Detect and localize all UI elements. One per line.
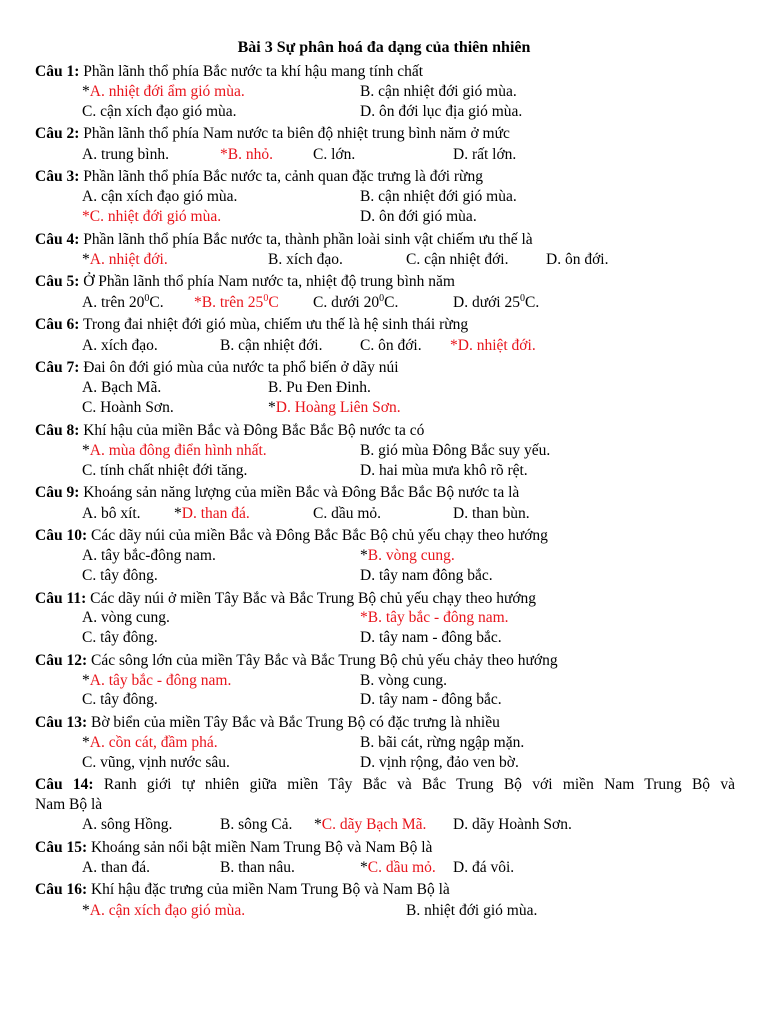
option-1-a: [82, 82, 245, 102]
option-9-d: D. than bùn.: [453, 505, 530, 522]
question-label: Câu 10:: [35, 527, 88, 544]
option-6-a: A. xích đạo.: [82, 337, 158, 354]
option-12-d: D. tây nam - đông bắc.: [360, 691, 502, 708]
option-11-d: D. tây nam - đông bắc.: [360, 629, 502, 646]
question-text: Phần lãnh thổ phía Bắc nước ta khí hậu mang tính chất: [83, 63, 424, 80]
option-7-a: A. Bạch Mã.: [82, 379, 162, 396]
option-3-a: A. cận xích đạo gió mùa.: [82, 188, 238, 205]
option-11-a: A. vòng cung.: [82, 609, 170, 626]
question-label: Câu 9:: [35, 484, 80, 501]
option-15-a: A. than đá.: [82, 859, 151, 876]
option-15-b: B. than nâu.: [220, 859, 295, 876]
correct-answer: A. nhiệt đới.: [89, 251, 168, 268]
question-text: Khoáng sản nổi bật miền Nam Trung Bộ và Nam Bộ là: [90, 839, 433, 856]
answer-mark: *: [82, 442, 90, 459]
question-label: Câu 8:: [35, 422, 80, 439]
option-4-a: [82, 250, 168, 270]
question-text: Phần lãnh thổ phía Nam nước ta biên độ nhiệt trung bình năm ở mức: [83, 125, 510, 142]
correct-answer: B. vòng cung.: [367, 547, 455, 564]
question-text: Khoáng sản năng lượng của miền Bắc và Đông Bắc Bắc Bộ nước ta là: [83, 484, 520, 501]
correct-answer: A. mùa đông điển hình nhất.: [89, 442, 267, 459]
option-9-a: A. bô xít.: [82, 505, 141, 522]
option-10-b: [360, 546, 455, 566]
correct-answer: B. nhỏ.: [227, 146, 273, 163]
question-label: Câu 2:: [35, 125, 80, 142]
question-text: Các sông lớn của miền Tây Bắc và Bắc Trung Bộ chủ yếu chảy theo hướng: [90, 652, 558, 669]
question-15: [35, 838, 432, 858]
option-15-d: D. đá vôi.: [453, 859, 515, 876]
option-10-c: C. tây đông.: [82, 567, 158, 584]
question-1: [35, 62, 423, 82]
option-13-a: [82, 733, 218, 753]
option-2-b: [220, 145, 273, 165]
option-7-d: [268, 398, 401, 418]
option-11-b: [360, 608, 509, 628]
question-text: Đai ôn đới gió mùa của nước ta phổ biến ở dãy núi: [83, 359, 399, 376]
option-5-c: C. dưới $20^0C$.: [313, 293, 399, 311]
question-text: Các dãy núi của miền Bắc và Đông Bắc Bắc Bộ chủ yếu chạy theo hướng: [90, 527, 548, 544]
question-label: Câu 16:: [35, 881, 88, 898]
question-2: [35, 124, 510, 144]
answer-mark: *: [450, 337, 458, 354]
option-6-d: [450, 336, 536, 356]
question-label: Câu 11:: [35, 590, 87, 607]
option-14-b: B. sông Cả.: [220, 816, 293, 833]
correct-answer: C. nhiệt đới gió mùa.: [89, 208, 222, 225]
option-14-a: A. sông Hồng.: [82, 816, 173, 833]
option-14-c: [314, 815, 426, 835]
option-10-d: D. tây nam đông bắc.: [360, 567, 493, 584]
question-label: Câu 14:: [35, 776, 94, 793]
option-4-d: D. ôn đới.: [546, 251, 609, 268]
correct-answer: B. trên 25: [201, 294, 264, 311]
correct-answer: B. tây bắc - đông nam.: [367, 609, 509, 626]
question-label: Câu 3:: [35, 168, 80, 185]
question-label: Câu 12:: [35, 652, 88, 669]
option-13-b: B. bãi cát, rừng ngập mặn.: [360, 734, 525, 751]
option-12-a: [82, 671, 231, 691]
option-3-c: [82, 207, 221, 227]
correct-answer: A. nhiệt đới ẩm gió mùa.: [89, 83, 245, 100]
question-label: Câu 4:: [35, 231, 80, 248]
option-10-a: A. tây bắc-đông nam.: [82, 547, 216, 564]
option-2-d: D. rất lớn.: [453, 146, 517, 163]
option-3-d: D. ôn đới gió mùa.: [360, 208, 477, 225]
page-title: Bài 3 Sự phân hoá đa dạng của thiên nhiên: [237, 39, 531, 56]
option-12-b: B. vòng cung.: [360, 672, 447, 689]
option-12-c: C. tây đông.: [82, 691, 158, 708]
question-14: [35, 775, 735, 795]
answer-mark: *: [82, 83, 90, 100]
option-16-b: B. nhiệt đới gió mùa.: [406, 902, 538, 919]
question-4: [35, 230, 533, 250]
answer-mark: *: [268, 399, 276, 416]
question-14-continued: Nam Bộ là: [35, 796, 103, 813]
correct-answer: A. cồn cát, đầm phá.: [89, 734, 218, 751]
question-6: [35, 315, 468, 335]
question-text: Phần lãnh thổ phía Bắc nước ta, thành phần loài sinh vật chiếm ưu thế là: [83, 231, 533, 248]
question-label: Câu 7:: [35, 359, 80, 376]
question-label: Câu 6:: [35, 316, 80, 333]
correct-answer: A. cận xích đạo gió mùa.: [89, 902, 246, 919]
question-13: [35, 713, 500, 733]
question-11: [35, 589, 536, 609]
question-5: [35, 272, 455, 292]
question-12: [35, 651, 558, 671]
answer-mark: *: [314, 816, 322, 833]
question-text: Phần lãnh thổ phía Bắc nước ta, cảnh quan đặc trưng là đới rừng: [83, 168, 483, 185]
option-13-d: D. vịnh rộng, đảo ven bờ.: [360, 754, 519, 771]
option-1-d: D. ôn đới lục địa gió mùa.: [360, 103, 523, 120]
option-5-d: D. dưới $25^0C$.: [453, 293, 540, 311]
correct-answer: D. Hoàng Liên Sơn.: [275, 399, 401, 416]
option-11-c: C. tây đông.: [82, 629, 158, 646]
answer-mark: *: [82, 251, 90, 268]
question-label: Câu 5:: [35, 273, 80, 290]
answer-mark: *: [220, 146, 228, 163]
question-8: [35, 421, 424, 441]
question-9: [35, 483, 519, 503]
option-6-c: C. ôn đới.: [360, 337, 422, 354]
option-2-c: C. lớn.: [313, 146, 356, 163]
option-8-a: [82, 441, 267, 461]
question-text: Các dãy núi ở miền Tây Bắc và Bắc Trung Bộ chủ yếu chạy theo hướng: [90, 590, 537, 607]
option-4-c: C. cận nhiệt đới.: [406, 251, 509, 268]
option-7-c: C. Hoành Sơn.: [82, 399, 174, 416]
answer-mark: *: [360, 609, 368, 626]
answer-mark: *: [82, 902, 90, 919]
question-text: Ở Phần lãnh thổ phía Nam nước ta, nhiệt độ trung bình năm: [83, 273, 455, 290]
option-14-d: D. dãy Hoành Sơn.: [453, 816, 572, 833]
correct-answer: C. dầu mỏ.: [367, 859, 436, 876]
option-15-c: [360, 858, 436, 878]
question-text: Bờ biển của miền Tây Bắc và Bắc Trung Bộ có đặc trưng là nhiều: [90, 714, 500, 731]
option-13-c: C. vũng, vịnh nước sâu.: [82, 754, 230, 771]
correct-answer: C. dãy Bạch Mã.: [321, 816, 427, 833]
option-9-b: [174, 504, 250, 524]
option-8-d: D. hai mùa mưa khô rõ rệt.: [360, 462, 528, 479]
question-text: Khí hậu của miền Bắc và Đông Bắc Bắc Bộ nước ta có: [83, 422, 425, 439]
question-text: Ranh giới tự nhiên giữa miền Tây Bắc và Bắc Trung Bộ với miền Nam Trung Bộ và: [103, 776, 735, 793]
option-1-c: C. cận xích đạo gió mùa.: [82, 103, 237, 120]
option-4-b: B. xích đạo.: [268, 251, 343, 268]
question-label: Câu 13:: [35, 714, 88, 731]
option-6-b: B. cận nhiệt đới.: [220, 337, 323, 354]
question-label: Câu 15:: [35, 839, 88, 856]
option-8-b: B. gió mùa Đông Bắc suy yếu.: [360, 442, 551, 459]
option-2-a: A. trung bình.: [82, 146, 169, 163]
option-1-b: B. cận nhiệt đới gió mùa.: [360, 83, 517, 100]
option-5-a: A. trên $20^0C$.: [82, 293, 164, 311]
option-5-b: *B. trên $25^0C$: [194, 293, 279, 311]
question-7: [35, 358, 399, 378]
question-text: Trong đai nhiệt đới gió mùa, chiếm ưu thế là hệ sinh thái rừng: [82, 316, 469, 333]
option-3-b: B. cận nhiệt đới gió mùa.: [360, 188, 517, 205]
answer-mark: *: [194, 294, 202, 311]
option-8-c: C. tính chất nhiệt đới tăng.: [82, 462, 248, 479]
correct-answer: D. nhiệt đới.: [457, 337, 536, 354]
question-10: [35, 526, 548, 546]
question-3: [35, 167, 483, 187]
answer-mark: *: [82, 208, 90, 225]
correct-answer: A. tây bắc - đông nam.: [89, 672, 232, 689]
answer-mark: *: [82, 734, 90, 751]
answer-mark: *: [82, 672, 90, 689]
question-text: Khí hậu đặc trưng của miền Nam Trung Bộ và Nam Bộ là: [90, 881, 450, 898]
option-7-b: B. Pu Đen Đinh.: [268, 379, 371, 396]
option-9-c: C. dầu mỏ.: [313, 505, 382, 522]
answer-mark: *: [360, 859, 368, 876]
question-16: [35, 880, 450, 900]
question-label: Câu 1:: [35, 63, 80, 80]
answer-mark: *: [360, 547, 368, 564]
option-16-a: [82, 901, 245, 921]
answer-mark: *: [174, 505, 182, 522]
correct-answer: D. than đá.: [181, 505, 250, 522]
